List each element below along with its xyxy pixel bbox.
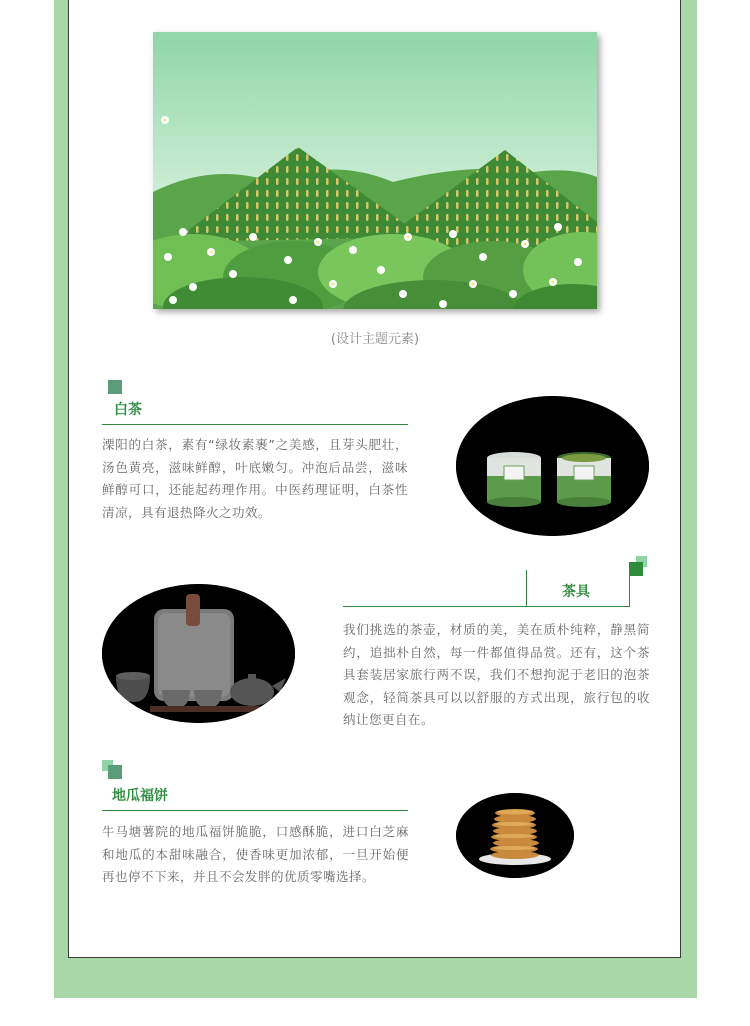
sweet-potato-cake-image xyxy=(456,793,574,878)
section-title-white-tea: 白茶 xyxy=(114,402,142,418)
section-marker-icon xyxy=(108,765,122,779)
tea-tins-image xyxy=(456,396,649,536)
stacked-crackers-image xyxy=(456,793,574,878)
section-divider xyxy=(102,810,408,811)
section-text-white-tea: 溧阳的白茶，素有“绿妆素裹”之美感，且芽头肥壮，汤色黄亮，滋味鲜醇，叶底嫩匀。冲泡后品尝，滋味鲜醇可口，还能起药理作用。中医药理证明，白茶性清凉，具有退热降火之功效。 xyxy=(102,437,408,520)
section-title-sweet-potato-cake: 地瓜福饼 xyxy=(112,788,168,804)
section-divider xyxy=(343,606,630,607)
section-text-teaware: 我们挑选的茶壶，材质的美，美在质朴纯粹，静黑简约，追拙朴自然，每一件都值得品赏。还有，这个茶具套装居家旅行两不误，我们不想拘泥于老旧的泡茶观念，轻简茶具可以以舒服的方式出现，旅行包的收纳让您更自在。 xyxy=(343,622,650,727)
teaware-product-image xyxy=(102,584,295,723)
section-marker-icon xyxy=(629,562,643,576)
hero-illustration xyxy=(153,32,597,309)
section-marker-icon xyxy=(108,380,122,394)
section-text-sweet-potato-cake: 牛马塘薯院的地瓜福饼脆脆，口感酥脆，进口白芝麻和地瓜的本甜味融合，使香味更加浓郁，一旦开始便再也停不下来，并且不会发胖的优质零嘴选择。 xyxy=(102,824,409,884)
white-tea-product-image xyxy=(456,396,649,536)
section-divider-vertical xyxy=(526,570,527,607)
tea-hills-illustration xyxy=(153,32,597,309)
section-divider xyxy=(102,424,408,425)
tea-set-image xyxy=(102,584,295,723)
section-title-teaware: 茶具 xyxy=(562,584,590,600)
hero-caption: (设计主题元素) xyxy=(330,332,420,347)
section-divider-vertical xyxy=(629,576,630,607)
